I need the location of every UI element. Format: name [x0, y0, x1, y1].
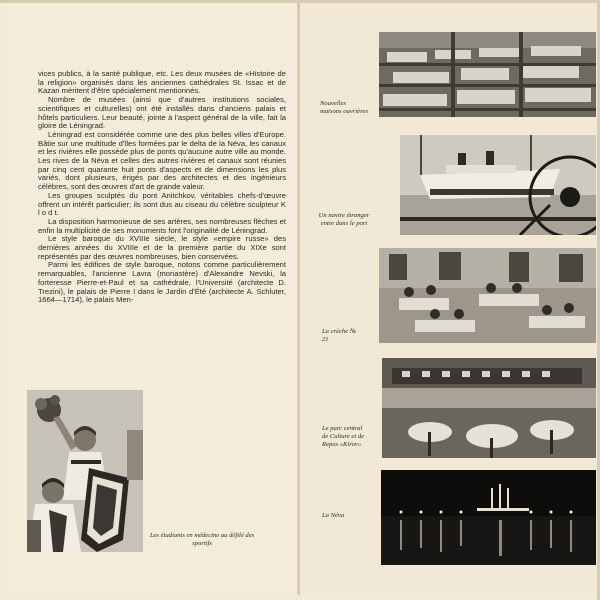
photo-neva-night — [381, 470, 596, 565]
paragraph: Nombre de musées (ainsi que d'autres institutions sociales, scientifiques et culturelles) ont été installés dans d'anciens palais et hôtels particuliers. Leur beauté, jointe à l'aspect général de la ville, fait la gloire de Léningrad. — [38, 95, 286, 131]
caption-ship: Un navire étranger entre dans le port — [318, 212, 370, 227]
paragraph: Le style baroque du XVIIIe siècle, le style «empire russe» des dernières années du XVIIIe et de la première partie du XIXe sont représentés par des œuvres nombreuses, bien conservées. — [38, 234, 286, 261]
caption-students: Les étudiants en médecine au défilé des sportifs — [149, 532, 255, 547]
photo-kirov-park — [382, 358, 596, 458]
photo-new-housing — [379, 32, 596, 117]
paragraph: Léningrad est considérée comme une des plus belles villes d'Europe. Bâtie sur une multitude d'îles formées par le delta de la Néva, les canaux et les rivières elle possède plus de ponts qu'aucune autre ville au monde. Les rives de la Néva et celles des autres rivières et canaux sont réunies par cinq cent quarante huit ponts d'aspects et de dimensions les plus variés, dont plusieurs, érigés par des architectes et des ingénieurs célèbres, sont des œuvres d'art de grande valeur. — [38, 129, 286, 192]
photo-foreign-ship — [400, 135, 596, 235]
caption-kirov-park: Le parc central de Culture et de Repos «Kirov» — [322, 425, 365, 448]
caption-nursery: La crèche № 21 — [322, 328, 357, 343]
paragraph: La disposition harmonieuse de ses artères, ses nombreuses flèches et enfin la multiplicité de ses monuments font l'originalité de Léningrad. — [38, 216, 286, 235]
caption-housing: Nouvelles maisons ouvrières — [320, 100, 368, 115]
paragraph: Les groupes sculptés du pont Anitchkov, véritables chefs-d'œuvre offrent un intérêt particulier; ils sont dus au ciseau du célèbre sculpteur K l o d t. — [38, 190, 286, 218]
paragraph: Parmi les édifices de style baroque, notons comme particulièrement remarquables, l'ancienne Lavra (monastère) d'Alexandre Nevski, la forteresse Pierre-et-Paul et sa cathédrale, l'Université (architecte D. Trezini), le palais de Pierre I dans le Jardin d'Été (architecte A. Schluter, 1664—1714), le palais Men- — [38, 260, 286, 305]
paragraph: vices publics, à la santé publique, etc. Les deux musées de «Histoire de la religion» organisés dans les anciennes cathédrales St. Issac et de Kazan méritent d'être spécialement mentionnés. — [38, 69, 286, 96]
photo-students-parade — [27, 390, 143, 552]
photo-nursery — [379, 248, 596, 343]
caption-neva: La Néva — [322, 512, 345, 519]
article-text — [38, 70, 286, 305]
